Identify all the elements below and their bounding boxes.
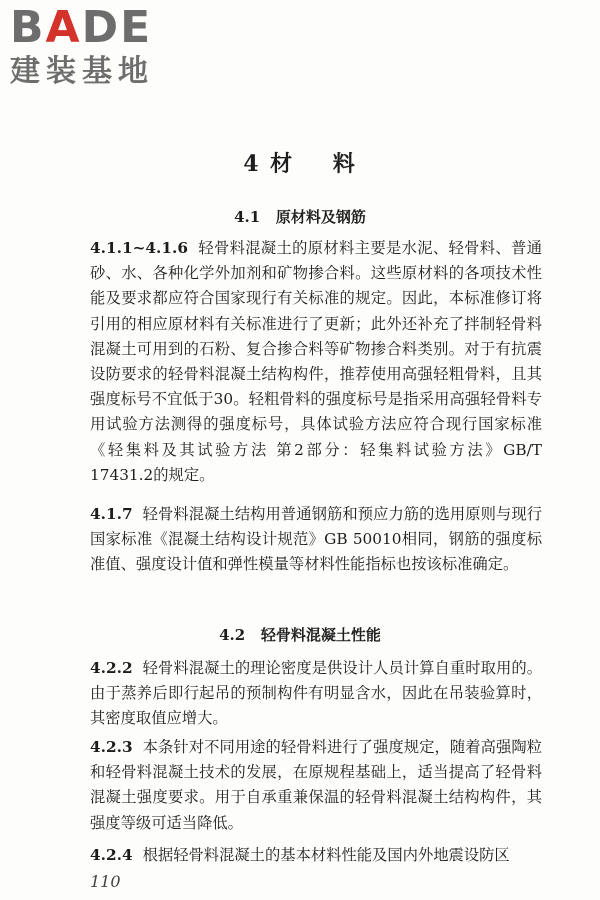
clause-number: 4.2.4 (90, 846, 133, 864)
logo-wordmark: BADE (10, 2, 153, 53)
clause-text: 轻骨料混凝土结构用普通钢筋和预应力筋的选用原则与现行国家标准《混凝土结构设计规范》GB 50010相同，钢筋的强度标准值、强度设计值和弹性模量等材料性能指标也按该标准确定。 (90, 505, 542, 574)
brand-logo (6, 2, 176, 94)
clause-number: 4.1.1~4.1.6 (90, 239, 188, 257)
paragraph-4-1-7 (90, 502, 542, 578)
clause-text: 本条针对不同用途的轻骨料进行了强度规定，随着高强陶粒和轻骨料混凝土技术的发展，在原规程基础上，适当提高了轻骨料混凝土强度要求。用于自承重兼保温的轻骨料混凝土结构构件，其强度等级可适当降低。 (90, 738, 542, 832)
paragraph-4-1-1-to-4-1-6 (90, 236, 542, 488)
clause-number: 4.2.2 (90, 659, 133, 677)
paragraph-4-2-4 (90, 843, 542, 868)
clause-number: 4.1.7 (90, 505, 133, 523)
section-heading-4-1: 4.1 原材料及钢筋 (234, 208, 366, 226)
paragraph-4-2-2 (90, 656, 542, 732)
paragraph-4-2-3 (90, 735, 542, 836)
logo-accent-letter: A (45, 2, 82, 53)
page-number: 110 (90, 872, 121, 891)
logo-subtitle: 建装基地 (10, 54, 154, 89)
clause-number: 4.2.3 (90, 738, 133, 756)
chapter-title: 4 材 料 (243, 151, 357, 177)
clause-text: 轻骨料混凝土的理论密度是供设计人员计算自重时取用的。由于蒸养后即行起吊的预制构件有明显含水，因此在吊装验算时，其密度取值应增大。 (90, 659, 542, 728)
section-heading-4-2: 4.2 轻骨料混凝土性能 (219, 626, 381, 644)
clause-text: 根据轻骨料混凝土的基本材料性能及国内外地震设防区 (142, 846, 510, 864)
clause-text: 轻骨料混凝土的原材料主要是水泥、轻骨料、普通砂、水、各种化学外加剂和矿物掺合料。这些原材料的各项技术性能及要求都应符合国家现行有关标准的规定。因此，本标准修订将引用的相应原材料有关标准进行了更新；此外还补充了拌制轻骨料混凝土可用到的石粉、复合掺合料等矿物掺合料类别。对于有抗震设防要求的轻骨料混凝土结构构件，推荐使用高强轻粗骨料，且其强度标号不宜低于30。轻粗骨料的强度标号是指采用高强轻骨料专用试验方法测得的强度标号，具体试验方法应符合现行国家标准《轻集料及其试验方法 第2部分：轻集料试验方法》GB/T 17431.2的规定。 (90, 239, 542, 484)
